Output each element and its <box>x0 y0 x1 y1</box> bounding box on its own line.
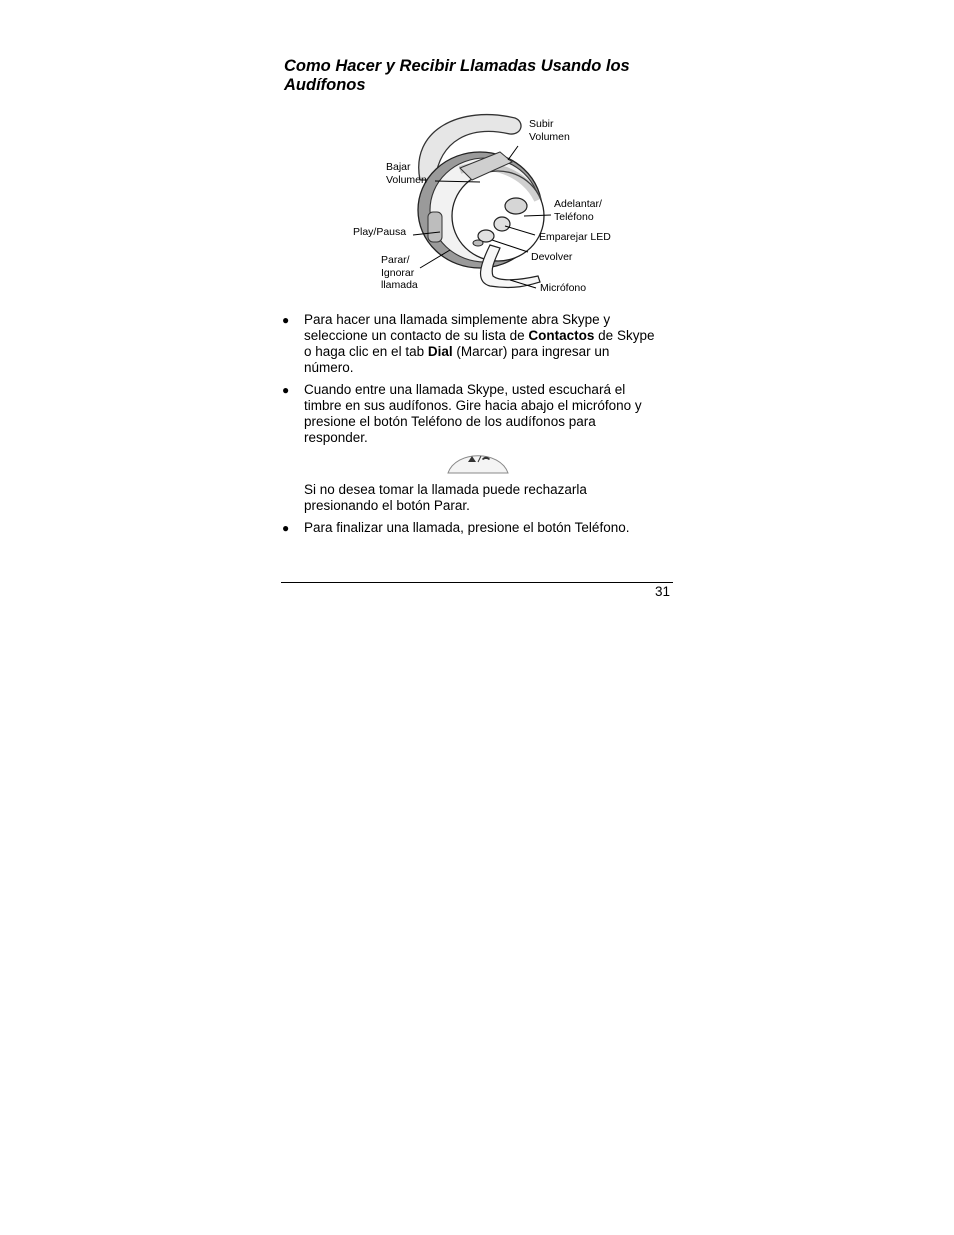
text-line: Para finalizar una llamada, presione el botón Teléfono. <box>304 520 630 535</box>
text-line: presione el botón Teléfono de los audífonos para <box>304 414 596 429</box>
label-microfono <box>540 282 586 295</box>
label-adelantar-telefono <box>554 198 602 223</box>
label-devolver <box>531 251 572 264</box>
label-text: Volumen <box>386 173 427 186</box>
text-line <box>304 344 676 360</box>
text-run: de Skype <box>594 328 655 343</box>
bullet-marker: ● <box>282 383 290 397</box>
page-number: 31 <box>654 584 670 599</box>
label-text: Devolver <box>531 251 573 263</box>
text-line: Si no desea tomar la llamada puede rechazarla <box>304 482 587 497</box>
label-play-pausa <box>353 226 406 239</box>
text-run: seleccione un contacto de su lista de <box>304 328 529 343</box>
label-text: Micrófono <box>540 282 587 294</box>
text-line: número. <box>304 360 354 375</box>
label-text: Parar/ <box>381 254 410 266</box>
text-run: o haga clic en el tab <box>304 344 428 359</box>
text-line: timbre en sus audífonos. Gire hacia abajo el micrófono y <box>304 398 642 413</box>
label-text: Play/Pausa <box>353 226 407 238</box>
bullet-make-call <box>304 312 676 376</box>
text-line: Para hacer una llamada simplemente abra Skype y <box>304 312 611 327</box>
label-text: Subir <box>529 118 554 130</box>
footer-rule <box>281 582 673 583</box>
label-text: Ignorar <box>381 266 415 279</box>
text-line: responder. <box>304 430 368 445</box>
title-line-2: Audífonos <box>284 76 366 94</box>
bold-term-dial: Dial <box>427 344 453 359</box>
bullet-marker: ● <box>282 521 290 535</box>
page-title <box>284 57 684 95</box>
bullet-receive-call <box>304 382 676 446</box>
bold-term-contactos: Contactos <box>528 328 595 343</box>
text-line <box>304 328 676 344</box>
title-line-1: Como Hacer y Recibir Llamadas Usando los <box>284 57 630 75</box>
phone-button-icon <box>446 448 510 476</box>
bullet-marker: ● <box>282 313 290 327</box>
text-line: presionando el botón Parar. <box>304 498 470 513</box>
label-emparejar-led <box>539 231 611 244</box>
label-text: llamada <box>381 279 418 291</box>
text-run: (Marcar) para ingresar un <box>452 344 610 359</box>
label-text: Volumen <box>529 130 570 143</box>
label-text: Emparejar LED <box>539 231 611 243</box>
phone-button-graphic <box>446 448 510 476</box>
bullet-end-call <box>304 520 676 536</box>
label-parar-ignorar <box>381 254 418 292</box>
label-text: Teléfono <box>554 210 594 223</box>
label-bajar-volumen <box>386 161 427 186</box>
label-text: Bajar <box>386 161 411 173</box>
text-line: Cuando entre una llamada Skype, usted escuchará el <box>304 382 626 397</box>
reject-call-note <box>304 482 676 514</box>
label-text: Adelantar/ <box>554 198 602 210</box>
headset-figure <box>340 100 640 300</box>
label-subir-volumen <box>529 118 570 143</box>
